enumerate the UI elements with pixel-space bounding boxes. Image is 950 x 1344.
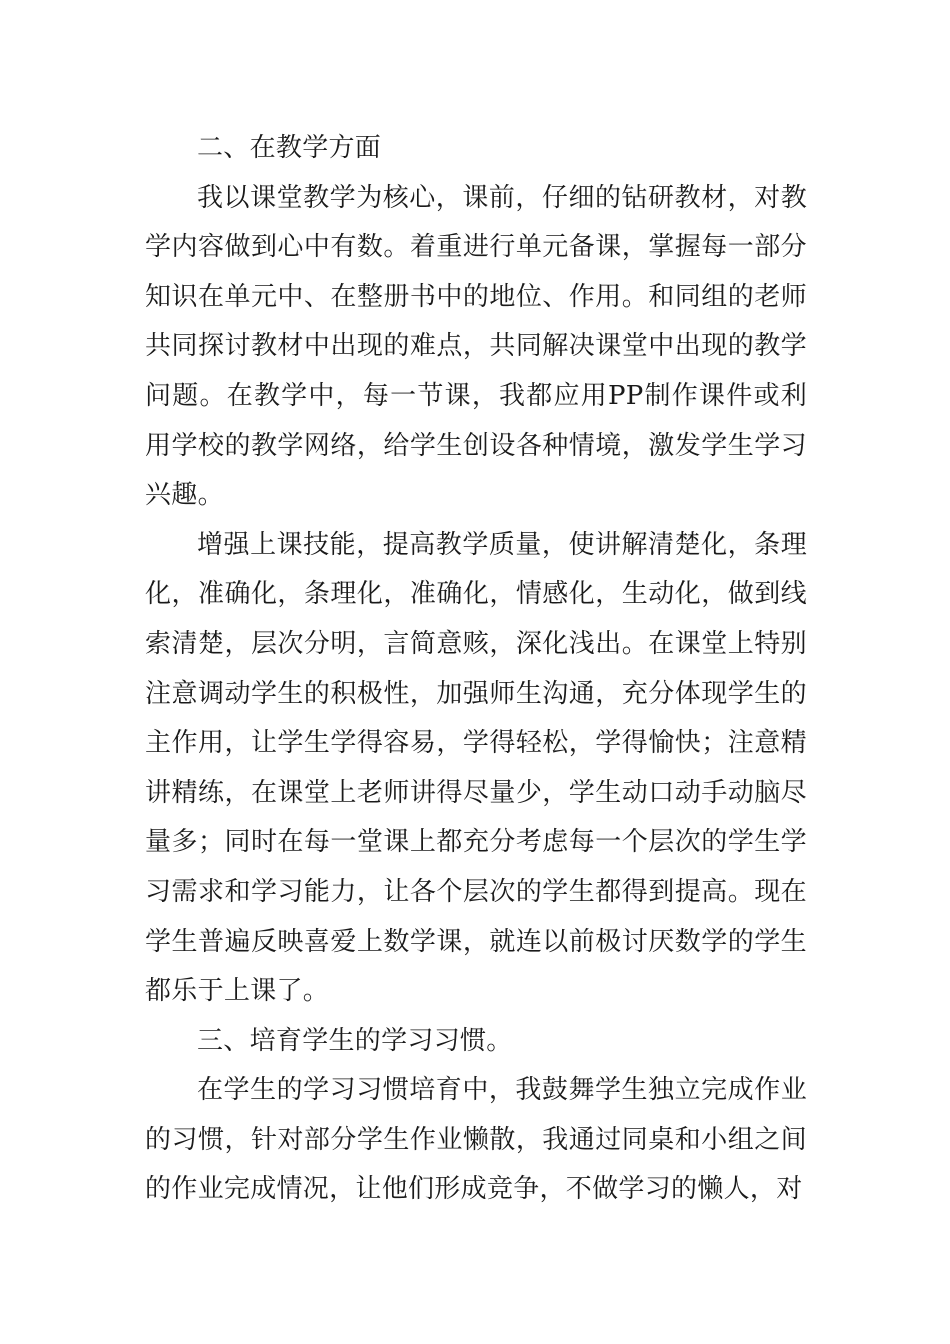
paragraph-habits: 在学生的学习习惯培育中，我鼓舞学生独立完成作业的习惯，针对部分学生作业懒散，我通过同桌和小组之间的作业完成情况，让他们形成竞争，不做学习的懒人，对 [145,1075,807,1205]
section-heading-teaching: 二、在教学方面 [197,133,382,163]
paragraph-teaching-skills: 增强上课技能，提高教学质量，使讲解清楚化，条理化，准确化，条理化，准确化，情感化，生动化，做到线索清楚，层次分明，言简意赅，深化浅出。在课堂上特别注意调动学生的积极性，加强师生沟通，充分体现学生的主作用，让学生学得容易，学得轻松，学得愉快；注意精讲精练，在课堂上老师讲得尽量少，学生动口动手动脑尽量多；同时在每一堂课上都充分考虑每一个层次的学生学习需求和学习能力，让各个层次的学生都得到提高。现在学生普遍反映喜爱上数学课，就连以前极讨厌数学的学生都乐于上课了。 [145,529,807,1007]
section-heading-habits: 三、培育学生的学习习惯。 [197,1025,513,1056]
paragraph-teaching-core: 我以课堂教学为核心，课前，仔细的钻研教材，对教学内容做到心中有数。着重进行单元备课，掌握每一部分知识在单元中、在整册书中的地位、作用。和同组的老师共同探讨教材中出现的难点，共同解决课堂中出现的教学问题。在教学中，每一节课，我都应用PP制作课件或利用学校的教学网络，给学生创设各种情境，激发学生学习兴趣。 [145,182,807,511]
document-body [145,124,807,1215]
